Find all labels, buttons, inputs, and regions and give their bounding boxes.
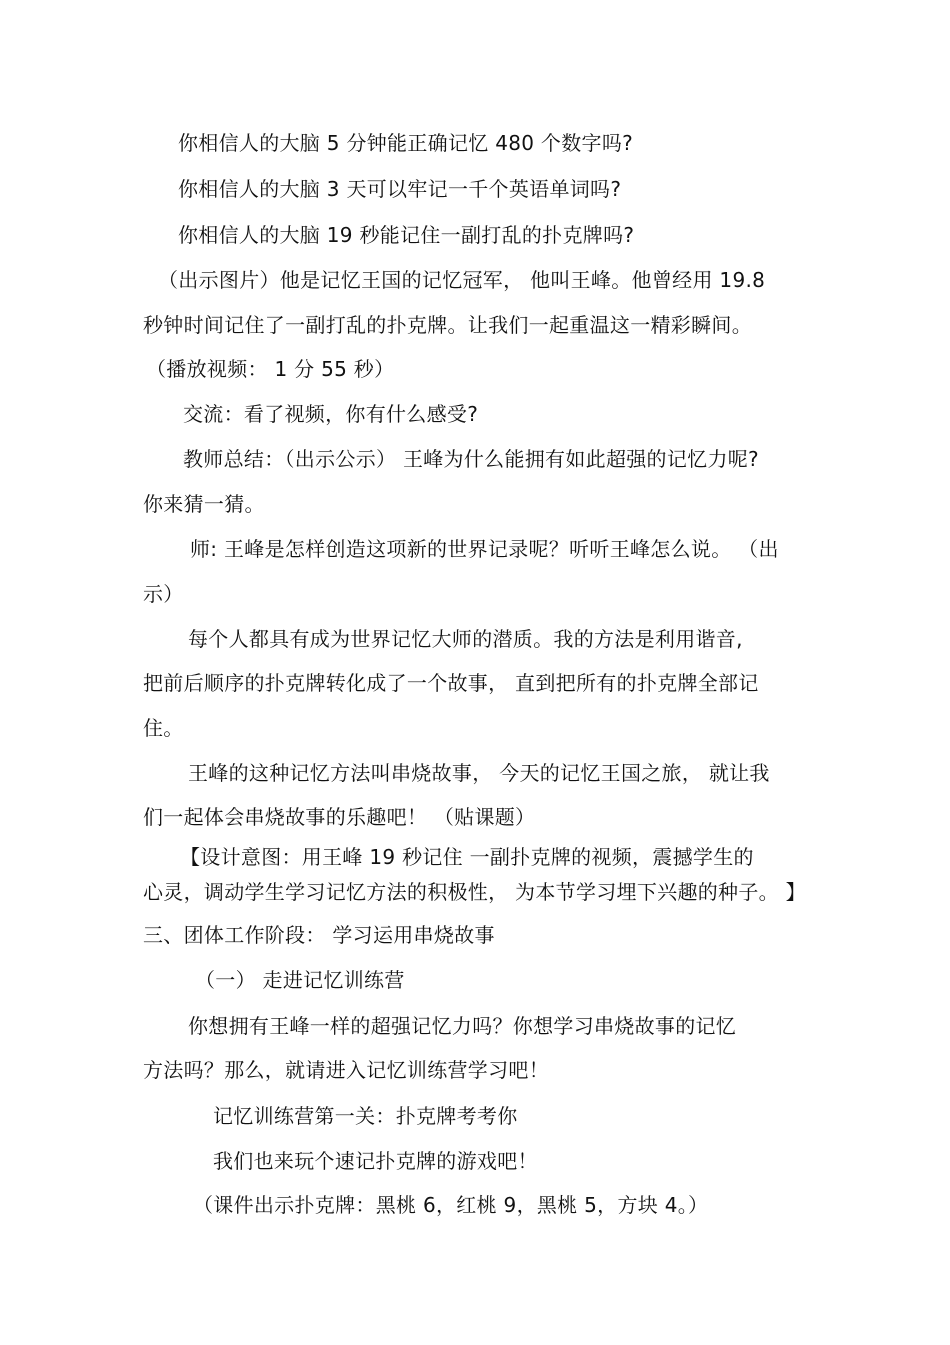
paragraph-line: 心灵，调动学生学习记忆方法的积极性， 为本节学习埋下兴趣的种子。 】 [143,880,806,904]
paragraph-line: 记忆训练营第一关：扑克牌考考你 [213,1104,518,1128]
section-heading: 三、团体工作阶段： 学习运用串烧故事 [143,923,495,947]
paragraph-line: 秒钟时间记住了一副打乱的扑克牌。让我们一起重温这一精彩瞬间。 [143,313,752,337]
paragraph-line: （播放视频： 1 分 55 秒） [146,357,395,381]
paragraph-line: 我们也来玩个速记扑克牌的游戏吧！ [213,1149,538,1173]
paragraph-line: 住。 [143,716,184,740]
paragraph-line: 师: 王峰是怎样创造这项新的世界记录呢？听听王峰怎么说。 （出 [190,537,779,561]
paragraph-line: 你相信人的大脑 5 分钟能正确记忆 480 个数字吗? [178,131,634,155]
subsection-heading: （一） 走进记忆训练营 [195,968,405,992]
paragraph-line: 交流：看了视频，你有什么感受? [183,402,479,426]
paragraph-line: 们一起体会串烧故事的乐趣吧！ （贴课题） [143,805,536,829]
paragraph-line: 教师总结：（出示公示） 王峰为什么能拥有如此超强的记忆力呢? [183,447,759,471]
paragraph-line: 把前后顺序的扑克牌转化成了一个故事， 直到把所有的扑克牌全部记 [143,671,759,695]
paragraph-line: 你想拥有王峰一样的超强记忆力吗？你想学习串烧故事的记忆 [188,1014,737,1038]
paragraph-line: 每个人都具有成为世界记忆大师的潜质。我的方法是利用谐音, [188,627,743,651]
paragraph-line: 你来猜一猜。 [143,492,265,516]
paragraph-line: 你相信人的大脑 3 天可以牢记一千个英语单词吗? [178,177,622,201]
paragraph-line: 方法吗？那么，就请进入记忆训练营学习吧！ [143,1058,549,1082]
paragraph-line: 王峰的这种记忆方法叫串烧故事， 今天的记忆王国之旅， 就让我 [188,761,770,785]
paragraph-line: 【设计意图：用王峰 19 秒记住 一副扑克牌的视频，震撼学生的 [180,845,754,869]
paragraph-line: 你相信人的大脑 19 秒能记住一副打乱的扑克牌吗? [178,223,635,247]
paragraph-line: （出示图片）他是记忆王国的记忆冠军， 他叫王峰。他曾经用 19.8 [158,268,766,292]
paragraph-line: （课件出示扑克牌：黑桃 6，红桃 9，黑桃 5，方块 4。） [193,1193,709,1217]
paragraph-line: 示） [143,582,184,606]
